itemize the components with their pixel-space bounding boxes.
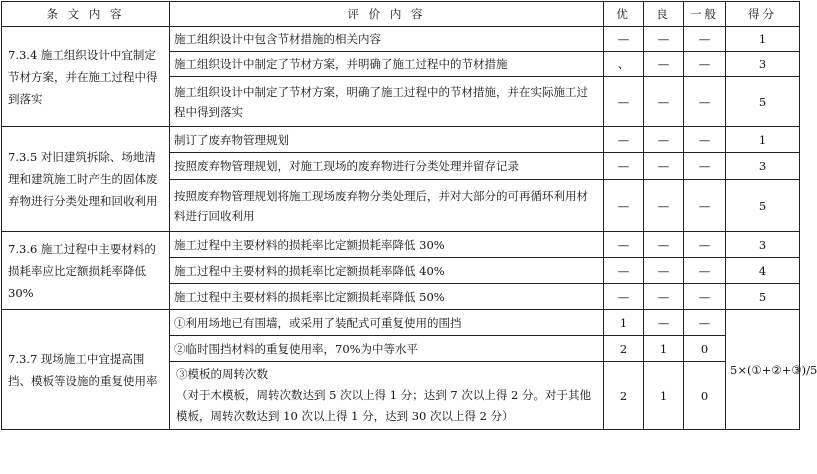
- clause-7-3-7: 7.3.7 现场施工中宜提高围挡、模板等设施的重复使用率: [2, 310, 170, 430]
- score-cell: 5: [726, 284, 800, 310]
- header-fair: 一般: [684, 2, 726, 27]
- criteria-cell: 施工过程中主要材料的损耗率比定额损耗率降低 40%: [170, 258, 604, 284]
- score-formula: 5×(①+②+③)/5: [726, 310, 800, 430]
- fair-cell: —: [684, 52, 726, 77]
- criteria-title: ③模板的周转次数: [176, 367, 268, 381]
- criteria-cell: 施工过程中主要材料的损耗率比定额损耗率降低 50%: [170, 284, 604, 310]
- criteria-note: （对于木模板，周转次数达到 5 次以上得 1 分；达到 7 次以上得 2 分。对于其他模板，周转次数达到 10 次以上得 1 分，达到 30 次以上得 2 分）: [176, 388, 592, 423]
- clause-7-3-6: 7.3.6 施工过程中主要材料的损耗率应比定额损耗率降低 30%: [2, 232, 170, 310]
- fair-cell: —: [684, 27, 726, 52]
- excellent-cell: —: [604, 284, 644, 310]
- criteria-cell: 施工组织设计中包含节材措施的相关内容: [170, 27, 604, 52]
- excellent-cell: 2: [604, 362, 644, 430]
- score-cell: 1: [726, 127, 800, 153]
- good-cell: 1: [644, 336, 684, 362]
- criteria-cell: 施工过程中主要材料的损耗率比定额损耗率降低 30%: [170, 232, 604, 258]
- good-cell: 1: [644, 362, 684, 430]
- excellent-cell: 、: [604, 52, 644, 77]
- criteria-cell: [170, 362, 604, 430]
- good-cell: —: [644, 284, 684, 310]
- table-row: [2, 27, 800, 52]
- criteria-cell: 施工组织设计中制定了节材方案，明确了施工过程中的节材措施，并在实际施工过程中得到落实: [170, 77, 604, 127]
- good-cell: —: [644, 180, 684, 232]
- fair-cell: —: [684, 310, 726, 336]
- criteria-cell: 施工组织设计中制定了节材方案，并明确了施工过程中的节材措施: [170, 52, 604, 77]
- good-cell: —: [644, 27, 684, 52]
- evaluation-table: [1, 1, 817, 430]
- criteria-cell: 制订了废弃物管理规划: [170, 127, 604, 153]
- excellent-cell: —: [604, 153, 644, 180]
- score-cell: 3: [726, 153, 800, 180]
- fair-cell: —: [684, 258, 726, 284]
- excellent-cell: —: [604, 77, 644, 127]
- table-row: [2, 127, 800, 153]
- header-row: [2, 2, 800, 27]
- criteria-cell: 按照废弃物管理规划，对施工现场的废弃物进行分类处理并留存记录: [170, 153, 604, 180]
- score-cell: 3: [726, 52, 800, 77]
- excellent-cell: 1: [604, 310, 644, 336]
- excellent-cell: —: [604, 27, 644, 52]
- score-cell: 1: [726, 27, 800, 52]
- fair-cell: 0: [684, 336, 726, 362]
- criteria-cell: ①利用场地已有围墙，或采用了装配式可重复使用的围挡: [170, 310, 604, 336]
- good-cell: —: [644, 232, 684, 258]
- header-good: 良: [644, 2, 684, 27]
- fair-cell: —: [684, 153, 726, 180]
- good-cell: —: [644, 310, 684, 336]
- fair-cell: —: [684, 284, 726, 310]
- excellent-cell: —: [604, 258, 644, 284]
- header-clause: 条 文 内 容: [2, 2, 170, 27]
- good-cell: —: [644, 127, 684, 153]
- clause-7-3-5: 7.3.5 对旧建筑拆除、场地清理和建筑施工时产生的固体废弃物进行分类处理和回收利用: [2, 127, 170, 232]
- good-cell: —: [644, 77, 684, 127]
- fair-cell: 0: [684, 362, 726, 430]
- good-cell: —: [644, 258, 684, 284]
- fair-cell: —: [684, 232, 726, 258]
- table-row: [2, 310, 800, 336]
- table-row: [2, 232, 800, 258]
- fair-cell: —: [684, 180, 726, 232]
- criteria-cell: ②临时围挡材料的重复使用率，70%为中等水平: [170, 336, 604, 362]
- excellent-cell: —: [604, 127, 644, 153]
- clause-7-3-4: 7.3.4 施工组织设计中宜制定节材方案，并在施工过程中得到落实: [2, 27, 170, 127]
- header-criteria: 评 价 内 容: [170, 2, 604, 27]
- score-cell: 3: [726, 232, 800, 258]
- good-cell: —: [644, 153, 684, 180]
- good-cell: —: [644, 52, 684, 77]
- fair-cell: —: [684, 127, 726, 153]
- excellent-cell: 2: [604, 336, 644, 362]
- score-cell: 5: [726, 77, 800, 127]
- criteria-cell: 按照废弃物管理规划将施工现场废弃物分类处理后，并对大部分的可再循环利用材料进行回收利用: [170, 180, 604, 232]
- fair-cell: —: [684, 77, 726, 127]
- header-score: 得分: [726, 2, 800, 27]
- excellent-cell: —: [604, 232, 644, 258]
- header-excellent: 优: [604, 2, 644, 27]
- score-cell: 5: [726, 180, 800, 232]
- score-cell: 4: [726, 258, 800, 284]
- excellent-cell: —: [604, 180, 644, 232]
